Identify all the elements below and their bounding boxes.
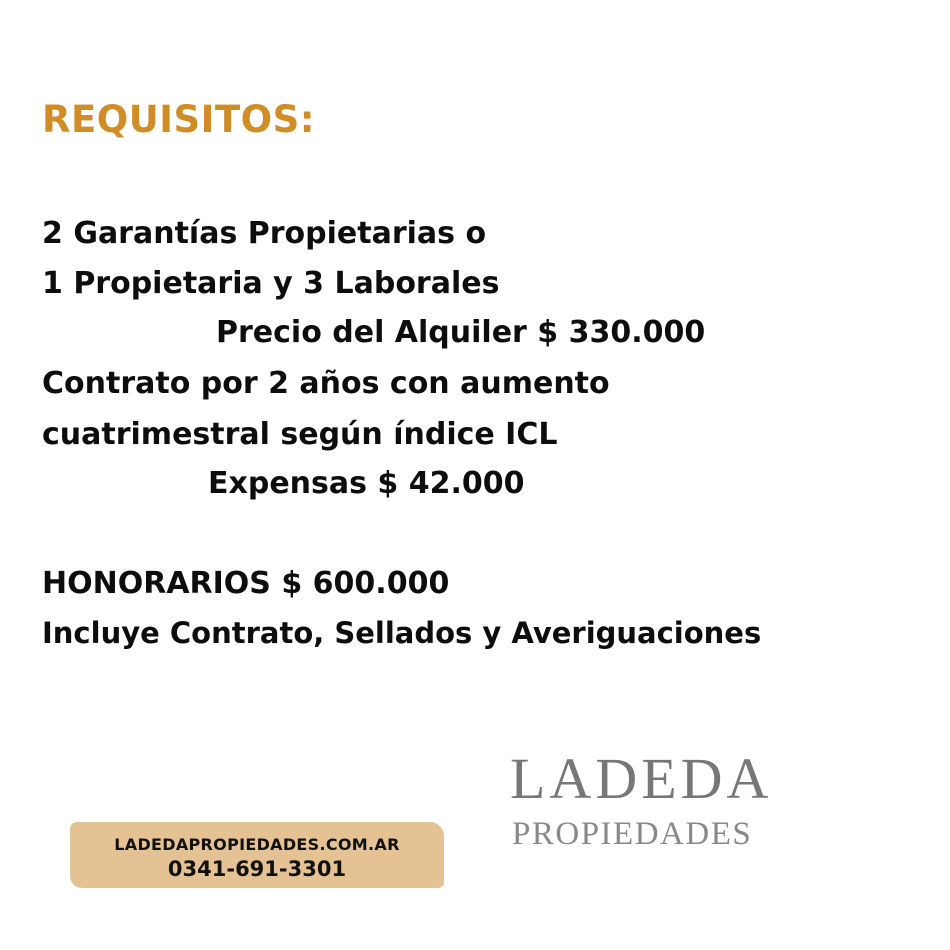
- requirement-line: 1 Propietaria y 3 Laborales: [42, 266, 500, 301]
- requirements-heading: REQUISITOS:: [42, 98, 316, 141]
- phone-number[interactable]: 0341-691-3301: [167, 857, 347, 881]
- expenses: Expensas $ 42.000: [208, 466, 525, 501]
- brand-logo: [510, 748, 780, 852]
- contact-box: [70, 822, 444, 888]
- contract-terms: Contrato por 2 años con aumento: [42, 366, 610, 401]
- fees: HONORARIOS $ 600.000: [42, 566, 450, 601]
- fees-includes: Incluye Contrato, Sellados y Averiguaciones: [42, 616, 762, 650]
- requirement-line: 2 Garantías Propietarias o: [42, 216, 487, 251]
- contract-index: cuatrimestral según índice ICL: [42, 417, 558, 452]
- brand-name: LADEDA: [510, 746, 773, 811]
- rent-price: Precio del Alquiler $ 330.000: [216, 315, 706, 350]
- website-link[interactable]: LADEDAPROPIEDADES.COM.AR: [114, 835, 400, 854]
- brand-subtitle: PROPIEDADES: [512, 816, 753, 852]
